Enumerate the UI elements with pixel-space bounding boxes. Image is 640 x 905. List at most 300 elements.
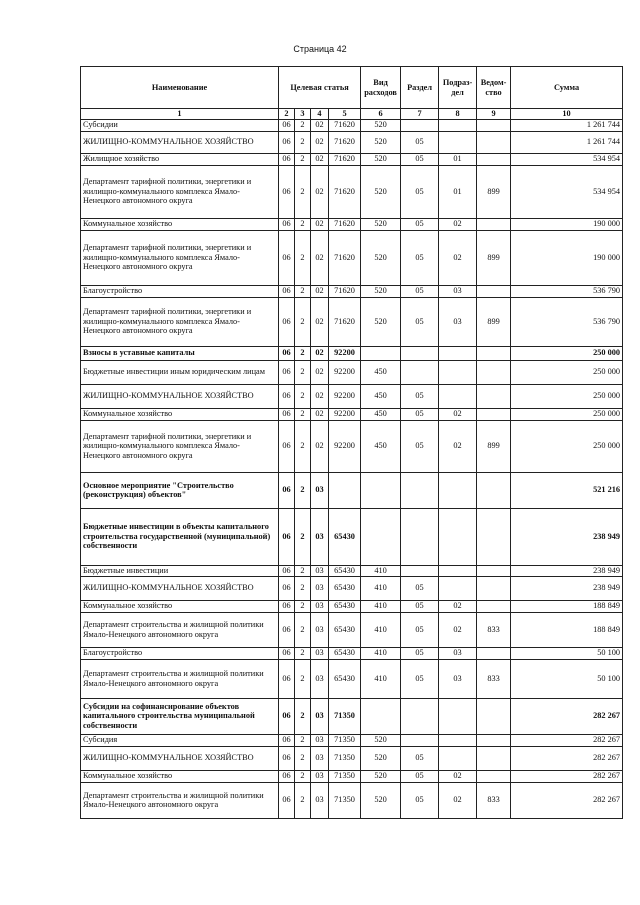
cell-name: Субсидии bbox=[81, 119, 279, 131]
cell-name: Департамент строительства и жилищной политики Ямало-Ненецкого автономного округа bbox=[81, 782, 279, 818]
cell-c4: 02 bbox=[311, 285, 329, 297]
cell-name: Взносы в уставные капиталы bbox=[81, 346, 279, 360]
cell-vedomstvo bbox=[477, 698, 511, 734]
cell-c5: 65430 bbox=[329, 508, 361, 565]
cell-vedomstvo: 833 bbox=[477, 612, 511, 647]
table-row bbox=[81, 384, 623, 408]
column-number: 5 bbox=[329, 109, 361, 120]
table-row bbox=[81, 131, 623, 153]
cell-podrazdel: 02 bbox=[439, 600, 477, 612]
table-row bbox=[81, 420, 623, 472]
cell-vedomstvo bbox=[477, 734, 511, 746]
cell-c3: 2 bbox=[295, 647, 311, 659]
table-row bbox=[81, 770, 623, 782]
cell-podrazdel: 01 bbox=[439, 153, 477, 165]
cell-summa: 250 000 bbox=[511, 346, 623, 360]
cell-c4: 03 bbox=[311, 508, 329, 565]
cell-vid: 520 bbox=[361, 297, 401, 346]
cell-c2: 06 bbox=[279, 165, 295, 218]
cell-podrazdel bbox=[439, 131, 477, 153]
cell-razdel bbox=[401, 360, 439, 384]
cell-c2: 06 bbox=[279, 346, 295, 360]
cell-vedomstvo bbox=[477, 153, 511, 165]
cell-c5: 71620 bbox=[329, 218, 361, 230]
cell-vid: 450 bbox=[361, 384, 401, 408]
cell-c5: 65430 bbox=[329, 659, 361, 698]
cell-name: ЖИЛИЩНО-КОММУНАЛЬНОЕ ХОЗЯЙСТВО bbox=[81, 746, 279, 770]
header-podrazdel: Подраз-дел bbox=[439, 67, 477, 109]
cell-c4: 02 bbox=[311, 131, 329, 153]
cell-summa: 534 954 bbox=[511, 165, 623, 218]
cell-summa: 282 267 bbox=[511, 746, 623, 770]
cell-c4: 02 bbox=[311, 230, 329, 285]
header-name: Наименование bbox=[81, 67, 279, 109]
cell-c4: 03 bbox=[311, 612, 329, 647]
cell-c4: 03 bbox=[311, 746, 329, 770]
header-vedomstvo: Ведом-ство bbox=[477, 67, 511, 109]
cell-vedomstvo: 833 bbox=[477, 782, 511, 818]
cell-c3: 2 bbox=[295, 360, 311, 384]
cell-c2: 06 bbox=[279, 770, 295, 782]
cell-razdel: 05 bbox=[401, 153, 439, 165]
cell-name: Департамент тарифной политики, энергетики и жилищно-коммунального комплекса Ямало-Ненецкого автономного округа bbox=[81, 230, 279, 285]
cell-c5: 71620 bbox=[329, 153, 361, 165]
cell-razdel: 05 bbox=[401, 384, 439, 408]
cell-c5: 65430 bbox=[329, 565, 361, 576]
cell-vedomstvo bbox=[477, 472, 511, 508]
table-row bbox=[81, 472, 623, 508]
cell-razdel bbox=[401, 565, 439, 576]
cell-razdel bbox=[401, 119, 439, 131]
cell-c3: 2 bbox=[295, 153, 311, 165]
cell-c3: 2 bbox=[295, 230, 311, 285]
cell-c2: 06 bbox=[279, 782, 295, 818]
cell-vedomstvo: 833 bbox=[477, 659, 511, 698]
cell-vid: 410 bbox=[361, 612, 401, 647]
cell-name: Департамент строительства и жилищной политики Ямало-Ненецкого автономного округа bbox=[81, 612, 279, 647]
cell-name: Департамент тарифной политики, энергетики и жилищно-коммунального комплекса Ямало-Ненецкого автономного округа bbox=[81, 420, 279, 472]
cell-name: ЖИЛИЩНО-КОММУНАЛЬНОЕ ХОЗЯЙСТВО bbox=[81, 131, 279, 153]
cell-c5: 71350 bbox=[329, 746, 361, 770]
cell-podrazdel bbox=[439, 565, 477, 576]
cell-c3: 2 bbox=[295, 472, 311, 508]
cell-razdel bbox=[401, 734, 439, 746]
cell-summa: 282 267 bbox=[511, 770, 623, 782]
cell-vid: 410 bbox=[361, 647, 401, 659]
table-row bbox=[81, 576, 623, 600]
cell-summa: 250 000 bbox=[511, 408, 623, 420]
table-row bbox=[81, 659, 623, 698]
cell-summa: 190 000 bbox=[511, 230, 623, 285]
table-row bbox=[81, 153, 623, 165]
cell-vid: 450 bbox=[361, 408, 401, 420]
cell-name: Основное мероприятие "Строительство (реконструкция) объектов" bbox=[81, 472, 279, 508]
cell-podrazdel: 02 bbox=[439, 782, 477, 818]
cell-podrazdel: 02 bbox=[439, 408, 477, 420]
cell-c3: 2 bbox=[295, 131, 311, 153]
cell-summa: 282 267 bbox=[511, 734, 623, 746]
cell-c3: 2 bbox=[295, 346, 311, 360]
cell-razdel bbox=[401, 472, 439, 508]
cell-vedomstvo bbox=[477, 576, 511, 600]
cell-vedomstvo: 899 bbox=[477, 420, 511, 472]
cell-c4: 03 bbox=[311, 472, 329, 508]
cell-vedomstvo bbox=[477, 600, 511, 612]
cell-c3: 2 bbox=[295, 165, 311, 218]
column-number: 6 bbox=[361, 109, 401, 120]
cell-name: Департамент тарифной политики, энергетики и жилищно-коммунального комплекса Ямало-Ненецкого автономного округа bbox=[81, 165, 279, 218]
cell-summa: 282 267 bbox=[511, 782, 623, 818]
cell-c5: 65430 bbox=[329, 600, 361, 612]
cell-c5: 92200 bbox=[329, 420, 361, 472]
cell-c5: 71350 bbox=[329, 698, 361, 734]
cell-c4: 02 bbox=[311, 165, 329, 218]
cell-summa: 50 100 bbox=[511, 647, 623, 659]
cell-summa: 238 949 bbox=[511, 565, 623, 576]
cell-c2: 06 bbox=[279, 647, 295, 659]
cell-name: Субсидия bbox=[81, 734, 279, 746]
cell-c2: 06 bbox=[279, 746, 295, 770]
cell-c2: 06 bbox=[279, 698, 295, 734]
column-number: 7 bbox=[401, 109, 439, 120]
cell-vid bbox=[361, 508, 401, 565]
cell-razdel: 05 bbox=[401, 408, 439, 420]
table-row bbox=[81, 612, 623, 647]
cell-vedomstvo bbox=[477, 746, 511, 770]
cell-c3: 2 bbox=[295, 782, 311, 818]
cell-vedomstvo: 899 bbox=[477, 165, 511, 218]
cell-vedomstvo bbox=[477, 384, 511, 408]
cell-podrazdel bbox=[439, 384, 477, 408]
cell-razdel: 05 bbox=[401, 612, 439, 647]
cell-razdel: 05 bbox=[401, 285, 439, 297]
cell-c5: 65430 bbox=[329, 576, 361, 600]
cell-summa: 521 216 bbox=[511, 472, 623, 508]
cell-podrazdel: 02 bbox=[439, 612, 477, 647]
cell-c5: 92200 bbox=[329, 384, 361, 408]
cell-podrazdel: 02 bbox=[439, 218, 477, 230]
cell-c4: 02 bbox=[311, 360, 329, 384]
cell-c5: 71620 bbox=[329, 165, 361, 218]
cell-razdel: 05 bbox=[401, 782, 439, 818]
cell-summa: 188 849 bbox=[511, 612, 623, 647]
cell-vid bbox=[361, 346, 401, 360]
cell-vedomstvo bbox=[477, 285, 511, 297]
table-row bbox=[81, 647, 623, 659]
cell-c4: 03 bbox=[311, 659, 329, 698]
cell-summa: 536 790 bbox=[511, 285, 623, 297]
table-row bbox=[81, 218, 623, 230]
cell-c3: 2 bbox=[295, 576, 311, 600]
cell-razdel: 05 bbox=[401, 297, 439, 346]
cell-podrazdel bbox=[439, 746, 477, 770]
cell-c4: 03 bbox=[311, 782, 329, 818]
cell-c2: 06 bbox=[279, 734, 295, 746]
cell-summa: 1 261 744 bbox=[511, 119, 623, 131]
cell-razdel: 05 bbox=[401, 218, 439, 230]
cell-c4: 02 bbox=[311, 346, 329, 360]
cell-name: Бюджетные инвестиции bbox=[81, 565, 279, 576]
table-row bbox=[81, 600, 623, 612]
cell-vid bbox=[361, 698, 401, 734]
cell-razdel: 05 bbox=[401, 746, 439, 770]
cell-razdel bbox=[401, 698, 439, 734]
cell-podrazdel: 02 bbox=[439, 420, 477, 472]
cell-c2: 06 bbox=[279, 218, 295, 230]
cell-vid: 520 bbox=[361, 782, 401, 818]
cell-name: Департамент строительства и жилищной политики Ямало-Ненецкого автономного округа bbox=[81, 659, 279, 698]
cell-summa: 250 000 bbox=[511, 420, 623, 472]
cell-c3: 2 bbox=[295, 384, 311, 408]
cell-vid: 520 bbox=[361, 119, 401, 131]
table-row bbox=[81, 408, 623, 420]
header-vid: Вид расходов bbox=[361, 67, 401, 109]
cell-summa: 534 954 bbox=[511, 153, 623, 165]
cell-c4: 02 bbox=[311, 420, 329, 472]
cell-c4: 02 bbox=[311, 297, 329, 346]
cell-name: Коммунальное хозяйство bbox=[81, 600, 279, 612]
budget-table bbox=[80, 66, 623, 819]
column-number: 3 bbox=[295, 109, 311, 120]
cell-podrazdel: 02 bbox=[439, 770, 477, 782]
cell-c2: 06 bbox=[279, 230, 295, 285]
cell-c3: 2 bbox=[295, 698, 311, 734]
cell-summa: 238 949 bbox=[511, 576, 623, 600]
cell-name: Коммунальное хозяйство bbox=[81, 770, 279, 782]
cell-c2: 06 bbox=[279, 119, 295, 131]
cell-vid: 410 bbox=[361, 576, 401, 600]
cell-c5: 71620 bbox=[329, 285, 361, 297]
cell-podrazdel bbox=[439, 576, 477, 600]
cell-c4: 03 bbox=[311, 600, 329, 612]
table-row bbox=[81, 165, 623, 218]
cell-c5: 71620 bbox=[329, 131, 361, 153]
cell-podrazdel: 03 bbox=[439, 659, 477, 698]
cell-vedomstvo bbox=[477, 508, 511, 565]
column-number-row bbox=[81, 109, 623, 120]
cell-vedomstvo: 899 bbox=[477, 297, 511, 346]
table-body bbox=[81, 119, 623, 818]
cell-podrazdel bbox=[439, 360, 477, 384]
cell-vedomstvo bbox=[477, 131, 511, 153]
cell-summa: 536 790 bbox=[511, 297, 623, 346]
cell-razdel: 05 bbox=[401, 600, 439, 612]
cell-c3: 2 bbox=[295, 659, 311, 698]
cell-podrazdel: 03 bbox=[439, 647, 477, 659]
cell-c4: 03 bbox=[311, 734, 329, 746]
cell-name: Благоустройство bbox=[81, 647, 279, 659]
cell-c3: 2 bbox=[295, 508, 311, 565]
header-target: Целевая статья bbox=[279, 67, 361, 109]
cell-vid: 520 bbox=[361, 230, 401, 285]
header-razdel: Раздел bbox=[401, 67, 439, 109]
cell-c2: 06 bbox=[279, 508, 295, 565]
cell-vedomstvo bbox=[477, 119, 511, 131]
cell-name: Субсидии на софинансирование объектов капитального строительства муниципальной собственности bbox=[81, 698, 279, 734]
cell-c3: 2 bbox=[295, 746, 311, 770]
cell-c3: 2 bbox=[295, 408, 311, 420]
cell-c5: 92200 bbox=[329, 346, 361, 360]
cell-c2: 06 bbox=[279, 659, 295, 698]
cell-c2: 06 bbox=[279, 600, 295, 612]
cell-vid: 450 bbox=[361, 420, 401, 472]
cell-summa: 250 000 bbox=[511, 384, 623, 408]
cell-razdel bbox=[401, 346, 439, 360]
cell-c4: 03 bbox=[311, 698, 329, 734]
cell-c5: 71350 bbox=[329, 770, 361, 782]
cell-c5: 71350 bbox=[329, 734, 361, 746]
cell-name: Департамент тарифной политики, энергетики и жилищно-коммунального комплекса Ямало-Ненецкого автономного округа bbox=[81, 297, 279, 346]
table-row bbox=[81, 119, 623, 131]
cell-c4: 02 bbox=[311, 408, 329, 420]
table-row bbox=[81, 360, 623, 384]
table-row bbox=[81, 565, 623, 576]
cell-vid: 520 bbox=[361, 131, 401, 153]
column-number: 4 bbox=[311, 109, 329, 120]
cell-c2: 06 bbox=[279, 360, 295, 384]
cell-c2: 06 bbox=[279, 612, 295, 647]
cell-razdel: 05 bbox=[401, 131, 439, 153]
cell-name: Благоустройство bbox=[81, 285, 279, 297]
cell-c5: 92200 bbox=[329, 360, 361, 384]
cell-c4: 02 bbox=[311, 119, 329, 131]
cell-summa: 282 267 bbox=[511, 698, 623, 734]
cell-razdel: 05 bbox=[401, 230, 439, 285]
cell-razdel: 05 bbox=[401, 420, 439, 472]
cell-c2: 06 bbox=[279, 384, 295, 408]
cell-podrazdel bbox=[439, 698, 477, 734]
table-row bbox=[81, 782, 623, 818]
page-title: Страница 42 bbox=[293, 44, 347, 54]
cell-c4: 02 bbox=[311, 153, 329, 165]
cell-c3: 2 bbox=[295, 734, 311, 746]
cell-vid: 520 bbox=[361, 153, 401, 165]
cell-c5: 92200 bbox=[329, 408, 361, 420]
cell-razdel: 05 bbox=[401, 659, 439, 698]
header-row bbox=[81, 67, 623, 109]
cell-c5: 71620 bbox=[329, 297, 361, 346]
cell-podrazdel bbox=[439, 508, 477, 565]
cell-vid: 410 bbox=[361, 659, 401, 698]
table-row bbox=[81, 230, 623, 285]
cell-c2: 06 bbox=[279, 420, 295, 472]
cell-vedomstvo bbox=[477, 647, 511, 659]
table-row bbox=[81, 698, 623, 734]
cell-vid: 520 bbox=[361, 770, 401, 782]
cell-razdel: 05 bbox=[401, 647, 439, 659]
cell-vid: 520 bbox=[361, 285, 401, 297]
cell-c3: 2 bbox=[295, 612, 311, 647]
cell-c5: 65430 bbox=[329, 612, 361, 647]
table-row bbox=[81, 346, 623, 360]
header-summa: Сумма bbox=[511, 67, 623, 109]
cell-vid: 520 bbox=[361, 746, 401, 770]
cell-name: Коммунальное хозяйство bbox=[81, 408, 279, 420]
cell-razdel: 05 bbox=[401, 770, 439, 782]
cell-c3: 2 bbox=[295, 770, 311, 782]
cell-vid: 520 bbox=[361, 165, 401, 218]
cell-summa: 250 000 bbox=[511, 360, 623, 384]
cell-c4: 03 bbox=[311, 576, 329, 600]
cell-c4: 03 bbox=[311, 647, 329, 659]
column-number: 9 bbox=[477, 109, 511, 120]
cell-name: ЖИЛИЩНО-КОММУНАЛЬНОЕ ХОЗЯЙСТВО bbox=[81, 384, 279, 408]
cell-podrazdel: 02 bbox=[439, 230, 477, 285]
column-number: 10 bbox=[511, 109, 623, 120]
cell-c4: 03 bbox=[311, 770, 329, 782]
cell-c3: 2 bbox=[295, 420, 311, 472]
cell-vedomstvo: 899 bbox=[477, 230, 511, 285]
cell-name: Жилищное хозяйство bbox=[81, 153, 279, 165]
cell-c3: 2 bbox=[295, 297, 311, 346]
cell-podrazdel bbox=[439, 119, 477, 131]
table-row bbox=[81, 285, 623, 297]
cell-c3: 2 bbox=[295, 119, 311, 131]
cell-c3: 2 bbox=[295, 285, 311, 297]
cell-c5 bbox=[329, 472, 361, 508]
cell-vid: 520 bbox=[361, 734, 401, 746]
cell-name: Коммунальное хозяйство bbox=[81, 218, 279, 230]
cell-summa: 188 849 bbox=[511, 600, 623, 612]
table-row bbox=[81, 746, 623, 770]
cell-podrazdel bbox=[439, 346, 477, 360]
table-row bbox=[81, 508, 623, 565]
cell-podrazdel: 01 bbox=[439, 165, 477, 218]
cell-razdel: 05 bbox=[401, 165, 439, 218]
cell-summa: 1 261 744 bbox=[511, 131, 623, 153]
cell-c2: 06 bbox=[279, 576, 295, 600]
cell-c2: 06 bbox=[279, 285, 295, 297]
cell-c2: 06 bbox=[279, 153, 295, 165]
cell-c3: 2 bbox=[295, 565, 311, 576]
column-number: 2 bbox=[279, 109, 295, 120]
cell-c2: 06 bbox=[279, 131, 295, 153]
cell-c2: 06 bbox=[279, 472, 295, 508]
cell-summa: 238 949 bbox=[511, 508, 623, 565]
table-row bbox=[81, 297, 623, 346]
cell-podrazdel: 03 bbox=[439, 285, 477, 297]
cell-c4: 02 bbox=[311, 384, 329, 408]
table-row bbox=[81, 734, 623, 746]
cell-summa: 190 000 bbox=[511, 218, 623, 230]
cell-vedomstvo bbox=[477, 346, 511, 360]
cell-podrazdel bbox=[439, 472, 477, 508]
cell-c2: 06 bbox=[279, 297, 295, 346]
cell-name: ЖИЛИЩНО-КОММУНАЛЬНОЕ ХОЗЯЙСТВО bbox=[81, 576, 279, 600]
column-number: 8 bbox=[439, 109, 477, 120]
cell-c5: 71350 bbox=[329, 782, 361, 818]
cell-c5: 71620 bbox=[329, 230, 361, 285]
cell-vedomstvo bbox=[477, 218, 511, 230]
cell-name: Бюджетные инвестиции в объекты капитального строительства государственной (муниципальной) собственности bbox=[81, 508, 279, 565]
cell-c3: 2 bbox=[295, 218, 311, 230]
cell-vedomstvo bbox=[477, 408, 511, 420]
cell-c5: 65430 bbox=[329, 647, 361, 659]
cell-podrazdel bbox=[439, 734, 477, 746]
cell-vid: 450 bbox=[361, 360, 401, 384]
cell-c3: 2 bbox=[295, 600, 311, 612]
cell-vedomstvo bbox=[477, 770, 511, 782]
cell-razdel: 05 bbox=[401, 576, 439, 600]
cell-c5: 71620 bbox=[329, 119, 361, 131]
cell-vid: 410 bbox=[361, 565, 401, 576]
cell-razdel bbox=[401, 508, 439, 565]
cell-vid bbox=[361, 472, 401, 508]
cell-c2: 06 bbox=[279, 408, 295, 420]
cell-summa: 50 100 bbox=[511, 659, 623, 698]
cell-c4: 03 bbox=[311, 565, 329, 576]
column-number: 1 bbox=[81, 109, 279, 120]
